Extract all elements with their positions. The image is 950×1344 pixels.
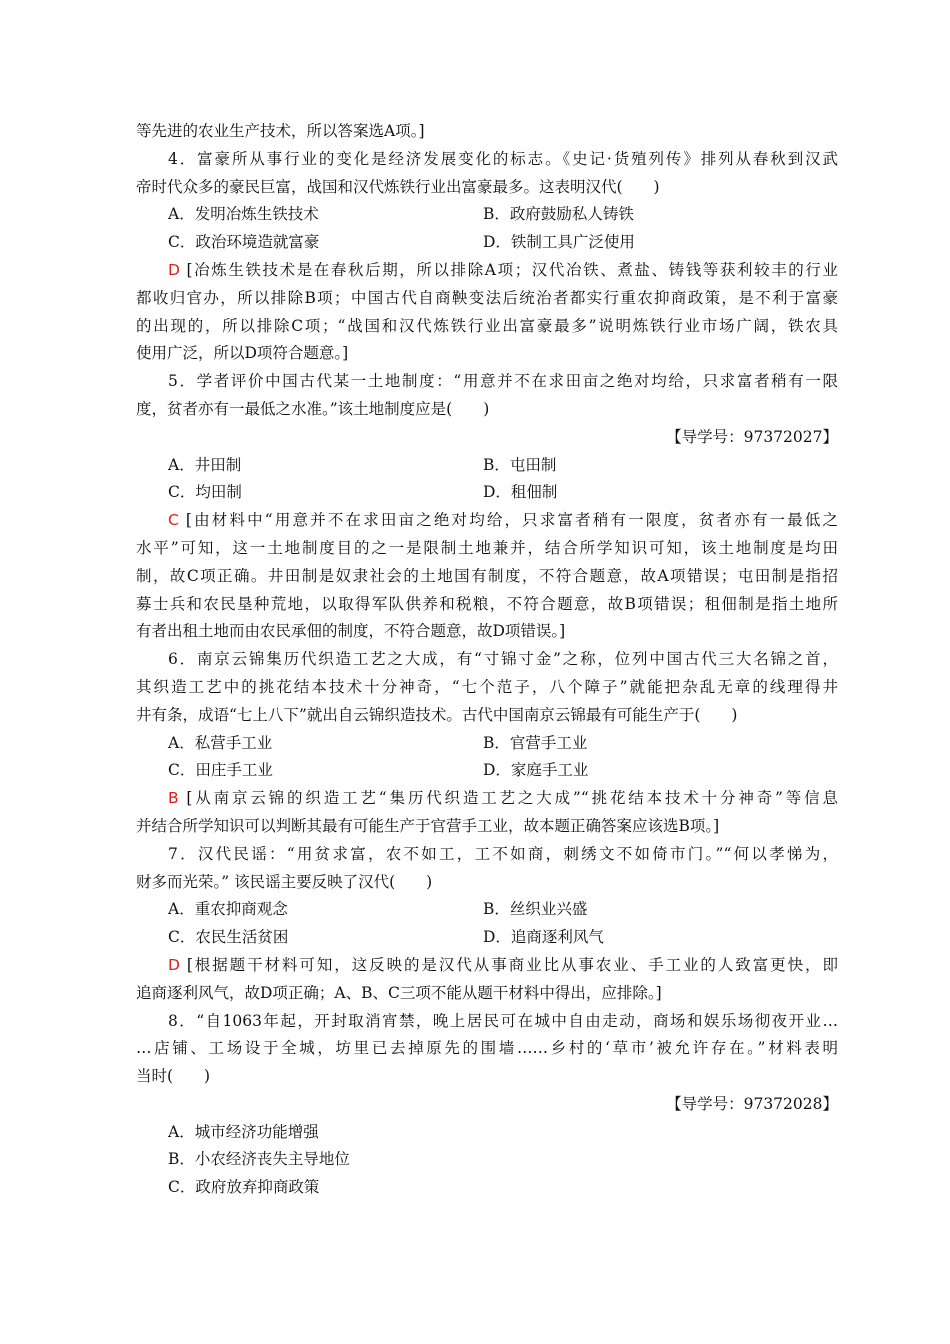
q5-explain-line-2: 水平”可知，这一土地制度目的之一是限制土地兼并，结合所学知识可知，该土地制度是均田: [136, 538, 838, 557]
q4-option-d: D．铁制工具广泛使用: [483, 233, 635, 252]
q6-options-row-2: [136, 757, 838, 785]
q7-option-a: A．重农抑商观念: [168, 900, 288, 919]
q7-options-row-1: [136, 896, 838, 924]
q8-option-a: A．城市经济功能增强: [168, 1122, 319, 1141]
q5-stem-line-2: 度，贫者亦有一最低之水准。”该土地制度应是( ): [136, 399, 490, 418]
q8-stem-line-2: …店铺、工场设于全城，坊里已去掉原先的围墙……乡村的‘草市’被允许存在。”材料表明: [136, 1039, 838, 1058]
q5-guide-number: 【导学号：97372027】: [666, 427, 838, 446]
q7-answer: D: [168, 955, 180, 974]
q6-explain-line-1: B [从南京云锦的织造工艺“集历代织造工艺之大成”“挑花结本技术十分神奇”等信息: [168, 789, 838, 808]
q4-option-a: A．发明冶炼生铁技术: [168, 205, 319, 224]
q5-explain-line-1: C [由材料中“用意并不在求田亩之绝对均给，只求富者稍有一限度，贫者亦有一最低之: [168, 511, 838, 530]
q4-answer: D: [168, 260, 180, 279]
q6-stem-line-1: 6．南京云锦集历代织造工艺之大成，有“寸锦寸金”之称，位列中国古代三大名锦之首，: [168, 650, 838, 669]
q4-explain-line-4: 使用广泛，所以D项符合题意。]: [136, 344, 349, 363]
q6-option-b: B．官营手工业: [483, 733, 588, 752]
q7-option-b: B．丝织业兴盛: [483, 900, 588, 919]
q4-option-c: C．政治环境造就富豪: [168, 233, 320, 252]
q7-option-d: D．追商逐利风气: [483, 928, 604, 947]
q5-option-d: D．租佃制: [483, 483, 558, 502]
q4-stem-line-1: 4．富豪所从事行业的变化是经济发展变化的标志。《史记·货殖列传》排列从春秋到汉武: [168, 149, 838, 168]
q7-options-row-2: [136, 924, 838, 952]
q4-explain-line-2: 都收归官办，所以排除B项；中国古代自商鞅变法后统治者都实行重农抑商政策，是不利于富豪: [136, 288, 838, 307]
document-page: [136, 118, 838, 1202]
q7-explain-line-2: 追商逐利风气，故D项正确；A、B、C三项不能从题干材料中得出，应排除。]: [136, 983, 662, 1002]
q5-stem-line-1: 5．学者评价中国古代某一土地制度：“用意并不在求田亩之绝对均给，只求富者稍有一限: [168, 372, 838, 391]
q7-explain-line-1: D [根据题干材料可知，这反映的是汉代从事商业比从事农业、手工业的人致富更快，即: [168, 955, 838, 974]
q6-option-a: A．私营手工业: [168, 733, 273, 752]
q4-options-row-2: [136, 229, 838, 257]
q8-stem-line-1: 8．“自1063年起，开封取消宵禁，晚上居民可在城中自由走动，商场和娱乐场彻夜开业…: [168, 1011, 838, 1030]
q6-option-c: C．田庄手工业: [168, 761, 273, 780]
q8-option-b: B．小农经济丧失主导地位: [168, 1150, 350, 1169]
q6-options-row-1: [136, 730, 838, 758]
q7-stem-line-2: 财多而光荣。” 该民谣主要反映了汉代( ): [136, 872, 433, 891]
q5-options-row-2: [136, 479, 838, 507]
q6-explain-line-2: 并结合所学知识可以判断其最有可能生产于官营手工业，故本题正确答案应该选B项。]: [136, 816, 720, 835]
q5-explain-line-4: 募士兵和农民垦种荒地，以取得军队供养和税粮，不符合题意，故B项错误；租佃制是指土地所: [136, 594, 838, 613]
q8-option-c: C．政府放弃抑商政策: [168, 1178, 320, 1197]
previous-explanation-tail: 等先进的农业生产技术，所以答案选A项。]: [136, 122, 425, 140]
q4-option-b: B．政府鼓励私人铸铁: [483, 205, 634, 224]
q4-explain-line-3: 的出现的，所以排除C项；“战国和汉代炼铁行业出富豪最多”说明炼铁行业市场广阔，铁农具: [136, 316, 838, 335]
q7-stem-line-1: 7．汉代民谣：“用贫求富，农不如工，工不如商，刺绣文不如倚市门。”“何以孝悌为，: [168, 844, 838, 863]
q5-option-b: B．屯田制: [483, 455, 557, 474]
q8-stem-line-3: 当时( ): [136, 1067, 211, 1086]
q8-guide-number: 【导学号：97372028】: [666, 1094, 838, 1113]
q6-stem-line-2: 其织造工艺中的挑花结本技术十分神奇，“七个范子，八个障子”就能把杂乱无章的线理得井: [136, 677, 838, 696]
q5-options-row-1: [136, 452, 838, 480]
q6-stem-line-3: 井有条，成语“七上八下”就出自云锦织造技术。古代中国南京云锦最有可能生产于( ): [136, 705, 738, 724]
q7-option-c: C．农民生活贫困: [168, 928, 289, 947]
q6-answer: B: [168, 789, 179, 808]
q5-explain-line-3: 制，故C项正确。井田制是奴隶社会的土地国有制度，不符合题意，故A项错误；屯田制是指招: [136, 566, 838, 585]
q4-stem-line-2: 帝时代众多的豪民巨富，战国和汉代炼铁行业出富豪最多。这表明汉代( ): [136, 177, 660, 196]
q6-option-d: D．家庭手工业: [483, 761, 589, 780]
q5-explain-line-5: 有者出租土地而由农民承佃的制度，不符合题意，故D项错误。]: [136, 622, 566, 641]
q4-explain-line-1: D [冶炼生铁技术是在春秋后期，所以排除A项；汉代冶铁、煮盐、铸钱等获利较丰的行业: [168, 260, 838, 279]
q4-options-row-1: [136, 201, 838, 229]
q5-answer: C: [168, 511, 179, 530]
q5-option-c: C．均田制: [168, 483, 242, 502]
q5-option-a: A．井田制: [168, 455, 242, 474]
